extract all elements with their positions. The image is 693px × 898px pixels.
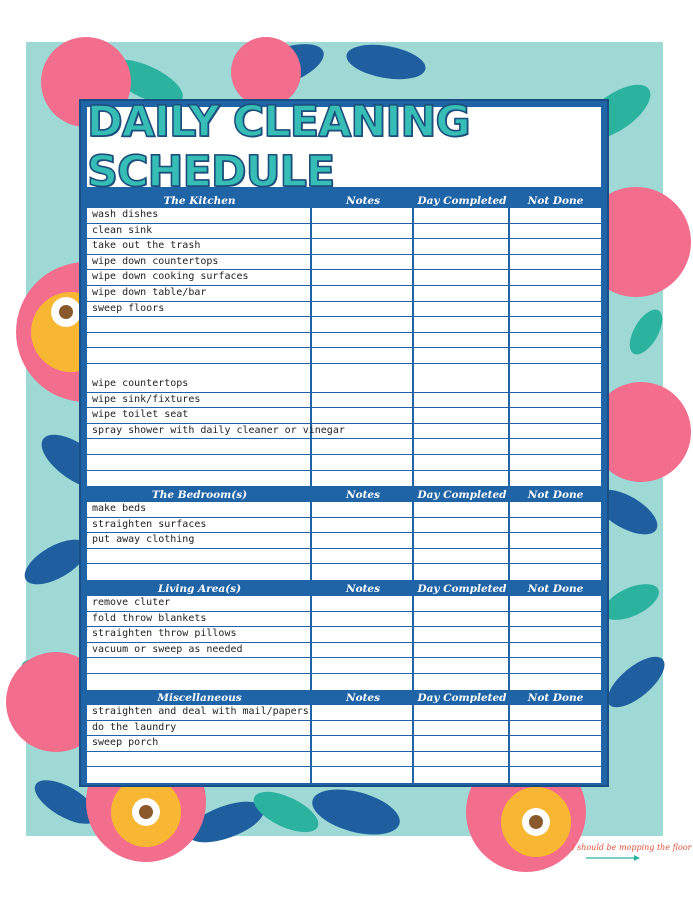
section-4	[87, 691, 601, 783]
table-row	[87, 612, 601, 628]
day-completed-cell	[414, 270, 510, 285]
section-2	[87, 488, 601, 580]
notes-cell	[312, 224, 414, 239]
notes-cell	[312, 424, 414, 439]
table-row	[87, 674, 601, 690]
column-header-day-completed: Day Completed	[417, 583, 507, 595]
notes-cell	[312, 239, 414, 254]
notes-cell	[312, 643, 414, 658]
notes-cell	[312, 255, 414, 270]
task-cell: straighten and deal with mail/papers	[87, 705, 312, 720]
task-cell: straighten surfaces	[87, 518, 312, 533]
task-table	[87, 377, 601, 486]
day-completed-cell	[414, 627, 510, 642]
day-completed-cell	[414, 596, 510, 611]
table-row	[87, 224, 601, 240]
day-completed-cell	[414, 302, 510, 317]
table-row	[87, 317, 601, 333]
not-done-cell	[510, 348, 601, 363]
day-completed-cell	[414, 348, 510, 363]
brand-logo: i should be mopping the floor	[572, 843, 692, 852]
column-header-not-done: Not Done	[527, 583, 584, 595]
notes-cell	[312, 627, 414, 642]
day-completed-cell	[414, 518, 510, 533]
not-done-cell	[510, 377, 601, 392]
not-done-cell	[510, 721, 601, 736]
notes-cell	[312, 471, 414, 487]
page-title: DAILY CLEANING SCHEDULE	[87, 97, 470, 197]
notes-cell	[312, 393, 414, 408]
not-done-cell	[510, 393, 601, 408]
day-completed-cell	[414, 471, 510, 487]
column-header-notes: Notes	[345, 692, 381, 704]
table-row	[87, 736, 601, 752]
task-cell: remove cluter	[87, 596, 312, 611]
day-completed-cell	[414, 533, 510, 548]
day-completed-cell	[414, 455, 510, 470]
task-cell	[87, 439, 312, 454]
day-completed-cell	[414, 612, 510, 627]
day-completed-cell	[414, 408, 510, 423]
task-cell: wipe toilet seat	[87, 408, 312, 423]
day-completed-cell	[414, 643, 510, 658]
task-cell	[87, 752, 312, 767]
not-done-cell	[510, 596, 601, 611]
not-done-cell	[510, 549, 601, 564]
table-row	[87, 255, 601, 271]
task-cell	[87, 471, 312, 487]
day-completed-cell	[414, 705, 510, 720]
notes-cell	[312, 612, 414, 627]
not-done-cell	[510, 471, 601, 487]
table-row	[87, 439, 601, 455]
task-cell: vacuum or sweep as needed	[87, 643, 312, 658]
task-cell: take out the trash	[87, 239, 312, 254]
task-cell: wipe down table/bar	[87, 286, 312, 301]
not-done-cell	[510, 439, 601, 454]
not-done-cell	[510, 674, 601, 690]
notes-cell	[312, 502, 414, 517]
task-cell: make beds	[87, 502, 312, 517]
task-cell: straighten throw pillows	[87, 627, 312, 642]
column-header-day-completed: Day Completed	[417, 364, 507, 376]
column-header-notes: Notes	[345, 489, 381, 501]
title-box	[87, 97, 601, 197]
section-3	[87, 582, 601, 690]
task-cell: wipe sink/fixtures	[87, 393, 312, 408]
day-completed-cell	[414, 255, 510, 270]
day-completed-cell	[414, 286, 510, 301]
table-row	[87, 549, 601, 565]
column-header-notes: Notes	[345, 364, 381, 376]
table-row	[87, 286, 601, 302]
not-done-cell	[510, 208, 601, 223]
day-completed-cell	[414, 393, 510, 408]
task-table	[87, 705, 601, 783]
not-done-cell	[510, 224, 601, 239]
notes-cell	[312, 286, 414, 301]
table-row	[87, 424, 601, 440]
notes-cell	[312, 674, 414, 690]
table-row	[87, 239, 601, 255]
task-cell	[87, 674, 312, 690]
table-row	[87, 471, 601, 487]
task-cell	[87, 767, 312, 783]
table-row	[87, 533, 601, 549]
table-row	[87, 270, 601, 286]
table-row	[87, 518, 601, 534]
not-done-cell	[510, 612, 601, 627]
day-completed-cell	[414, 736, 510, 751]
section-title: Living Area(s)	[157, 583, 242, 595]
column-header-notes: Notes	[345, 195, 381, 207]
day-completed-cell	[414, 549, 510, 564]
table-row	[87, 377, 601, 393]
not-done-cell	[510, 239, 601, 254]
task-cell: sweep floors	[87, 302, 312, 317]
notes-cell	[312, 302, 414, 317]
section-title: The Bathroom(s)	[149, 364, 250, 376]
notes-cell	[312, 333, 414, 348]
notes-cell	[312, 317, 414, 332]
task-cell: sweep porch	[87, 736, 312, 751]
task-cell	[87, 333, 312, 348]
task-cell	[87, 348, 312, 363]
notes-cell	[312, 270, 414, 285]
table-row	[87, 767, 601, 783]
notes-cell	[312, 348, 414, 363]
day-completed-cell	[414, 721, 510, 736]
not-done-cell	[510, 302, 601, 317]
not-done-cell	[510, 317, 601, 332]
task-cell: wipe countertops	[87, 377, 312, 392]
not-done-cell	[510, 286, 601, 301]
notes-cell	[312, 705, 414, 720]
day-completed-cell	[414, 424, 510, 439]
arrow-icon	[586, 855, 640, 861]
column-header-not-done: Not Done	[527, 489, 584, 501]
table-row	[87, 393, 601, 409]
not-done-cell	[510, 767, 601, 783]
not-done-cell	[510, 705, 601, 720]
not-done-cell	[510, 736, 601, 751]
table-row	[87, 721, 601, 737]
section-header	[87, 691, 601, 705]
notes-cell	[312, 658, 414, 673]
day-completed-cell	[414, 767, 510, 783]
not-done-cell	[510, 424, 601, 439]
day-completed-cell	[414, 239, 510, 254]
task-cell	[87, 658, 312, 673]
task-table	[87, 596, 601, 690]
table-row	[87, 658, 601, 674]
notes-cell	[312, 518, 414, 533]
column-header-day-completed: Day Completed	[417, 692, 507, 704]
not-done-cell	[510, 455, 601, 470]
task-cell: wipe down countertops	[87, 255, 312, 270]
day-completed-cell	[414, 333, 510, 348]
task-cell: do the laundry	[87, 721, 312, 736]
notes-cell	[312, 439, 414, 454]
section-header	[87, 488, 601, 502]
section-title: The Bedroom(s)	[151, 489, 248, 501]
not-done-cell	[510, 270, 601, 285]
not-done-cell	[510, 752, 601, 767]
column-header-day-completed: Day Completed	[417, 195, 507, 207]
task-cell: wipe down cooking surfaces	[87, 270, 312, 285]
not-done-cell	[510, 502, 601, 517]
column-header-notes: Notes	[345, 583, 381, 595]
table-row	[87, 348, 601, 364]
day-completed-cell	[414, 752, 510, 767]
task-cell	[87, 317, 312, 332]
notes-cell	[312, 596, 414, 611]
task-cell	[87, 549, 312, 564]
column-header-not-done: Not Done	[527, 195, 584, 207]
task-cell: wash dishes	[87, 208, 312, 223]
day-completed-cell	[414, 208, 510, 223]
not-done-cell	[510, 564, 601, 580]
not-done-cell	[510, 627, 601, 642]
table-row	[87, 502, 601, 518]
section-header	[87, 582, 601, 596]
day-completed-cell	[414, 317, 510, 332]
table-row	[87, 333, 601, 349]
section-header	[87, 363, 601, 377]
notes-cell	[312, 721, 414, 736]
table-row	[87, 705, 601, 721]
column-header-not-done: Not Done	[527, 364, 584, 376]
notes-cell	[312, 408, 414, 423]
day-completed-cell	[414, 564, 510, 580]
notes-cell	[312, 208, 414, 223]
day-completed-cell	[414, 674, 510, 690]
notes-cell	[312, 455, 414, 470]
task-cell	[87, 564, 312, 580]
table-row	[87, 455, 601, 471]
task-cell: clean sink	[87, 224, 312, 239]
task-cell: fold throw blankets	[87, 612, 312, 627]
notes-cell	[312, 767, 414, 783]
not-done-cell	[510, 518, 601, 533]
table-row	[87, 408, 601, 424]
not-done-cell	[510, 333, 601, 348]
section-title: The Kitchen	[163, 195, 236, 207]
section-1	[87, 363, 601, 486]
section-header	[87, 194, 601, 208]
column-header-day-completed: Day Completed	[417, 489, 507, 501]
task-cell: spray shower with daily cleaner or vinegar	[87, 424, 312, 439]
notes-cell	[312, 736, 414, 751]
table-row	[87, 302, 601, 318]
not-done-cell	[510, 643, 601, 658]
section-title: Miscellaneous	[157, 692, 242, 704]
task-table	[87, 502, 601, 580]
table-row	[87, 627, 601, 643]
notes-cell	[312, 377, 414, 392]
not-done-cell	[510, 533, 601, 548]
task-cell	[87, 455, 312, 470]
table-row	[87, 208, 601, 224]
column-header-not-done: Not Done	[527, 692, 584, 704]
day-completed-cell	[414, 658, 510, 673]
task-cell: put away clothing	[87, 533, 312, 548]
table-row	[87, 643, 601, 659]
section-0	[87, 194, 601, 380]
task-table	[87, 208, 601, 380]
table-row	[87, 564, 601, 580]
not-done-cell	[510, 408, 601, 423]
day-completed-cell	[414, 224, 510, 239]
notes-cell	[312, 533, 414, 548]
day-completed-cell	[414, 502, 510, 517]
not-done-cell	[510, 658, 601, 673]
notes-cell	[312, 549, 414, 564]
day-completed-cell	[414, 377, 510, 392]
table-row	[87, 752, 601, 768]
schedule-card	[79, 99, 609, 787]
day-completed-cell	[414, 439, 510, 454]
not-done-cell	[510, 255, 601, 270]
table-row	[87, 596, 601, 612]
notes-cell	[312, 564, 414, 580]
notes-cell	[312, 752, 414, 767]
